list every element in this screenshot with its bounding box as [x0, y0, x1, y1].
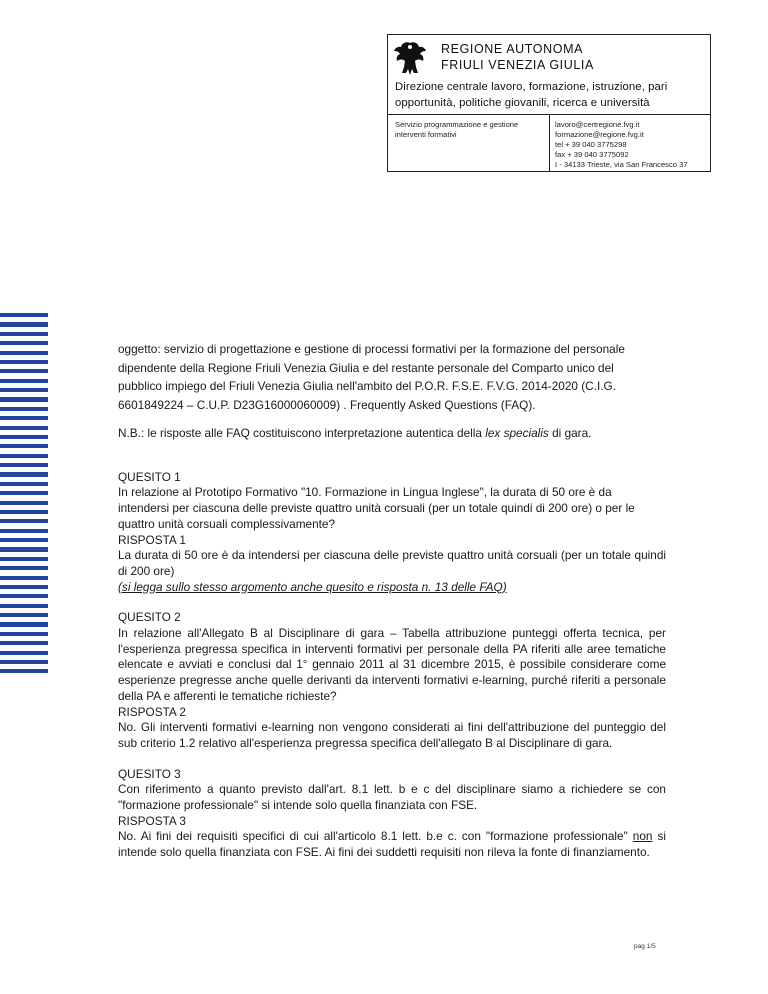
stripe	[0, 472, 48, 476]
contacts	[555, 120, 709, 170]
answer-note	[118, 580, 666, 596]
stripe	[0, 341, 48, 345]
stripe	[0, 585, 48, 589]
answer-label: RISPOSTA 1	[118, 532, 186, 547]
stripe	[0, 426, 48, 430]
nb-emphasis: lex specialis	[485, 426, 549, 440]
subject-line: dipendente della Regione Friuli Venezia Giulia e del restante personale del Comparto unico del	[118, 360, 614, 375]
subject	[118, 340, 666, 414]
region-line-2: FRIULI VENEZIA GIULIA	[441, 58, 594, 72]
subject-line: 6601849224 – C.U.P. D23G16000060009) . Frequently Asked Questions (FAQ).	[118, 397, 536, 412]
answer-text: La durata di 50 ore è da intendersi per ciascuna delle previste quattro unità corsuali (per un totale quindi di 200 ore)	[118, 548, 666, 578]
stripe	[0, 313, 48, 317]
direction-name	[395, 79, 707, 111]
question-label: QUESITO 3	[118, 766, 181, 781]
service-name	[395, 120, 543, 140]
nb-prefix: N.B.: le risposte alle FAQ costituiscono interpretazione autentica della	[118, 426, 486, 440]
stripe	[0, 501, 48, 505]
faq-item	[118, 610, 666, 751]
eagle-logo-icon	[392, 39, 428, 77]
answer-note-text: (si legga sullo stesso argomento anche quesito e risposta n. 13 delle FAQ)	[118, 579, 507, 594]
stripe	[0, 463, 48, 467]
stripe	[0, 351, 48, 355]
page-number: pag 1/5	[634, 943, 656, 950]
stripe	[0, 416, 48, 420]
contact-email[interactable]: formazione@regione.fvg.it	[555, 130, 644, 139]
contact-fax: fax + 39 040 3775092	[555, 150, 629, 159]
answer-text	[118, 829, 666, 860]
stripe	[0, 538, 48, 542]
stripe	[0, 547, 48, 551]
stripe	[0, 407, 48, 411]
stripe	[0, 566, 48, 570]
stripe	[0, 332, 48, 336]
answer-text-pre: No. Ai fini dei requisiti specifici di cui all'articolo 8.1 lett. b.e c. con "formazione professionale"	[118, 829, 633, 844]
stripe	[0, 529, 48, 533]
contact-address: I - 34133 Trieste, via San Francesco 37	[555, 160, 688, 169]
stripe	[0, 557, 48, 561]
question-text: Con riferimento a quanto previsto dall'art. 8.1 lett. b e c del disciplinare siamo a richiedere se con "formazione professionale" si intende solo quella finanziata con FSE.	[118, 782, 666, 813]
stripe	[0, 360, 48, 364]
service-line-2: interventi formativi	[395, 130, 457, 139]
faq-item	[118, 470, 666, 596]
stripe	[0, 454, 48, 458]
stripe	[0, 519, 48, 523]
nb-note	[118, 426, 666, 442]
letterhead-bottom	[388, 114, 710, 172]
stripe	[0, 444, 48, 448]
subject-line: oggetto: servizio di progettazione e gestione di processi formativi per la formazione del personale	[118, 342, 625, 356]
question-label: QUESITO 2	[118, 610, 181, 625]
subject-line: pubblico impiego del Friuli Venezia Giulia nell'ambito del P.O.R. F.S.E. F.V.G. 2014-2020 (C.I.G.	[118, 379, 616, 393]
stripe	[0, 669, 48, 673]
contact-phone: tel + 39 040 3775298	[555, 140, 627, 149]
stripe	[0, 641, 48, 645]
region-name	[441, 41, 594, 73]
stripe	[0, 491, 48, 495]
letterhead	[387, 34, 711, 172]
stripe	[0, 594, 48, 598]
nb-suffix: di gara.	[548, 426, 592, 440]
document-body	[118, 340, 666, 861]
answer-label: RISPOSTA 3	[118, 813, 186, 828]
stripe	[0, 510, 48, 514]
contact-pec-email[interactable]: lavoro@certregione.fvg.it	[555, 120, 640, 129]
decorative-stripes	[0, 313, 48, 679]
faq-item	[118, 767, 666, 861]
stripe	[0, 397, 48, 401]
stripe	[0, 379, 48, 383]
answer-label: RISPOSTA 2	[118, 704, 186, 719]
stripe	[0, 622, 48, 626]
answer-text-post: si intende solo quella finanziata con FSE. Ai fini dei suddetti requisiti non rileva la fonte di finanziamento.	[118, 829, 666, 860]
stripe	[0, 604, 48, 608]
answer-text-underline: non	[632, 829, 653, 844]
answer-text: No. Gli interventi formativi e-learning non vengono considerati ai fini dell'attribuzione del punteggio del sub criterio 1.2 relativo all'esperienza pregressa specifica dell'allegato B al Disciplinare di gara.	[118, 720, 666, 750]
service-line-1: Servizio programmazione e gestione	[395, 120, 519, 129]
stripe	[0, 388, 48, 392]
stripe	[0, 632, 48, 636]
direction-line-1: Direzione centrale lavoro, formazione, istruzione, pari	[395, 81, 668, 93]
question-label: QUESITO 1	[118, 469, 181, 484]
stripe	[0, 660, 48, 664]
stripe	[0, 322, 48, 326]
letterhead-top	[388, 35, 710, 79]
region-line-1: REGIONE AUTONOMA	[441, 42, 584, 56]
stripe	[0, 482, 48, 486]
stripe	[0, 369, 48, 373]
divider	[549, 115, 550, 172]
stripe	[0, 651, 48, 655]
stripe	[0, 576, 48, 580]
stripe	[0, 435, 48, 439]
direction-line-2: opportunità, politiche giovanili, ricerca e università	[395, 97, 650, 109]
stripe	[0, 613, 48, 617]
question-text: In relazione all'Allegato B al Disciplinare di gara – Tabella attribuzione punteggi offerta tecnica, per l'esperienza pregressa specifica in interventi formativi per personale della PA riferiti alle aree tematiche elencate e avviati e conclusi dal 1° gennaio 2011 al 31 dicembre 2015, è possibile considerare come esperienze pregresse anche quelle derivanti da interventi formativi e-learning, purché riferiti a personale della PA e afferenti le tematiche richieste?	[118, 626, 666, 703]
question-text: In relazione al Prototipo Formativo "10. Formazione in Lingua Inglese", la durata di 50 ore è da intendersi per ciascuna delle previste quattro unità corsuali (per un totale quindi di 200 ore) o per le quattro unità corsuali complessivamente?	[118, 485, 635, 531]
